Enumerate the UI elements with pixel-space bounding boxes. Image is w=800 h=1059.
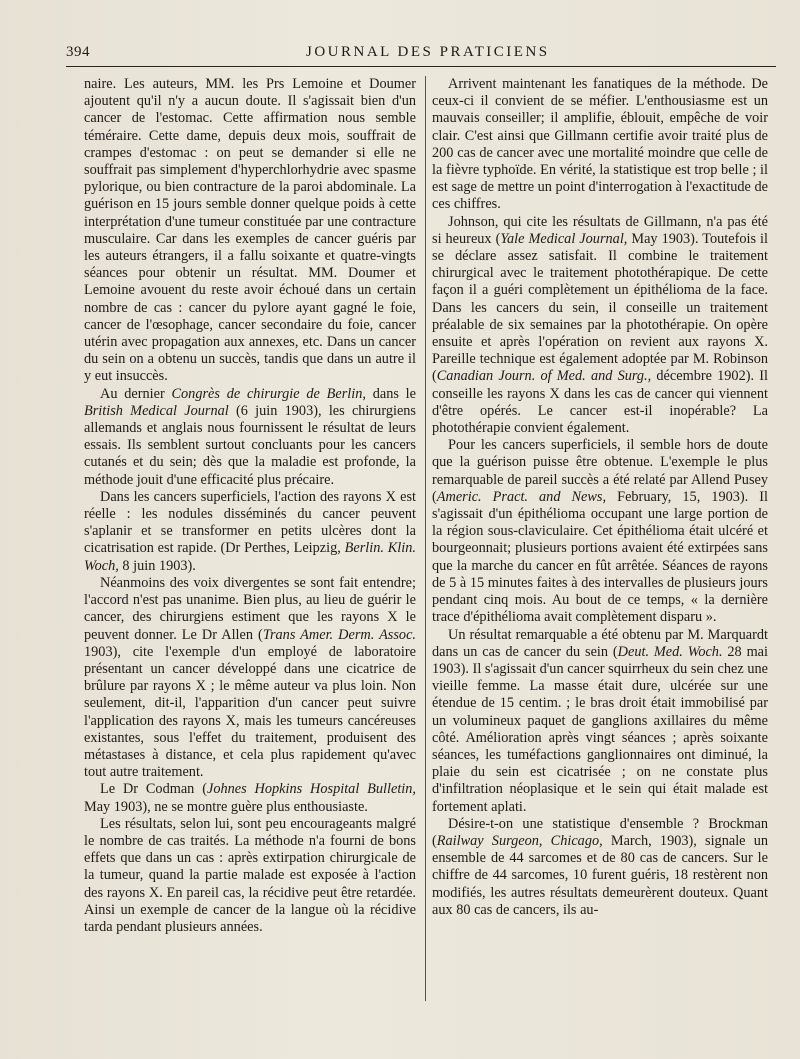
page-number: 394 — [66, 44, 90, 60]
paragraph: Néanmoins des voix divergentes se sont fait entendre; l'accord n'est pas unanime. Bien plus, au lieu de guérir le cancer, des chirurgiens estiment que les rayons X le peuvent donner. Le Dr Allen (Trans Amer. Derm. Assoc. 1903), cite l'exemple d'un employé de laboratoire présentant un cancer développé dans une cicatrice de brûlure par rayons X ; le même auteur va plus loin. Non seulement, dit-il, l'apparition d'un cancer peut suivre l'application des rayons X, mais les tumeurs cancéreuses existantes, sous l'effet du traitement, produisent des métastases à distance, et cela plus rapidement qu'avec tout autre traitement. — [84, 574, 417, 781]
header-rule — [66, 66, 776, 67]
paragraph: Le Dr Codman (Johnes Hopkins Hospital Bulletin, May 1903), ne se montre guère plus enthousiaste. — [84, 781, 416, 815]
paragraph: Les résultats, selon lui, sont peu encourageants malgré le nombre de cas traités. La méthode n'a fourni de bons effets que dans un cas : après extirpation chirurgicale de la tumeur, quand la partie malade est exposée à l'action des rayons X. En pareil cas, la récidive peut être retardée. Ainsi un exemple de cancer de la langue où la récidive tarda pendant plusieurs années. — [84, 815, 416, 935]
paragraph: Un résultat remarquable a été obtenu par M. Marquardt dans un cas de cancer du sein (Deut. Med. Woch. 28 mai 1903). Il s'agissait d'un cancer squirrheux du sein chez une vieille femme. La masse était dure, ulcérée sur une étendue de 15 centim. ; le bras droit était immobilisé par un volumineux paquet de ganglions axillaires du même côté. Amélioration après vingt séances ; après soixante séances, les tuméfactions ganglionnaires ont diminué, la plaie du sein est cicatrisée ; on ne constate plus d'infiltration néoplasique et le sein qui était malade est fortement aplati. — [432, 626, 769, 815]
paragraph: Pour les cancers superficiels, il semble hors de doute que la guérison puisse être obtenue. L'exemple le plus remarquable de pareil succès a été relaté par Allend Pusey (Americ. Pract. and News, February, 15, 1903). Il s'agissait d'un épithélioma occupant une large portion de la région sous-claviculaire. Cet épithélioma était ulcéré et bourgeonnait; plusieurs portions avaient été extirpées sans que la marche du cancer en fût arrêtée. Séances de rayons de 5 à 15 minutes faites à des intervalles de plusieurs jours pendant cinq mois. Au bout de ce temps, « la dernière trace d'épithélioma avait complètement disparu ». — [432, 437, 769, 626]
paragraph: Johnson, qui cite les résultats de Gillmann, n'a pas été si heureux (Yale Medical Journal, May 1903). Toutefois il se déclare assez satisfait. Il combine le traitement chirurgical avec le traitement photothérapique. De cette façon il a guéri complètement un épithélioma de la face. Dans les cancers du sein, il conseille un traitement préalable de six semaines par la photothérapie. On opère ensuite et après l'opération on revient aux rayons X. Pareille technique est également adoptée par M. Robinson (Canadian Journ. of Med. and Surg., décembre 1902). Il conseille les rayons X dans les cas de cancer qui viennent d'être opérés. Le cancer est-il inopérable? La photothérapie convient également. — [432, 213, 768, 437]
left-column — [84, 76, 416, 936]
paragraph: Arrivent maintenant les fanatiques de la méthode. De ceux-ci il convient de se méfier. L'enthousiasme est un mauvais conseiller; il amplifie, éblouit, empêche de voir clair. C'est ainsi que Gillmann certifie avoir traité plus de 200 cas de cancer avec une mortalité moindre que celle de la fièvre typhoïde. En vérité, la statistique est trop belle ; il est sage de mettre un point d'interrogation à l'exactitude de ces chiffres. — [432, 76, 768, 213]
paragraph: Désire-t-on une statistique d'ensemble ? Brockman (Railway Surgeon, Chicago, March, 1903), signale un ensemble de 44 sarcomes et de 80 cas de cancers. Sur le chiffre de 44 sarcomes, 10 furent guéris, 18 restèrent non modifiés, les autres résultats demeurèrent douteux. Quant aux 80 cas de cancers, ils au- — [432, 815, 768, 918]
paragraph: Au dernier Congrès de chirurgie de Berlin, dans le British Medical Journal (6 juin 1903), les chirurgiens allemands et anglais nous fournissent le résultat de leurs essais. Ils semblent surtout concluants pour les cancers cutanés et du sein; dès que la maladie est profonde, la méthode jouit d'une efficacité plus précaire. — [84, 385, 416, 488]
right-column — [432, 76, 768, 919]
column-divider — [425, 76, 426, 1001]
running-head: JOURNAL DES PRATICIENS — [306, 44, 550, 60]
page-header — [66, 38, 766, 68]
paragraph: naire. Les auteurs, MM. les Prs Lemoine et Doumer ajoutent qu'il n'y a aucun doute. Il s'agissait bien d'un cancer de l'estomac. Cette affirmation nous semble téméraire. Cette dame, depuis deux mois, souffrait de crampes d'estomac : on peut se demander si elle ne souffrait pas simplement d'hyperchlorhydrie avec spasme pylorique, ou bien contracture de la paroi abdominale. La guérison en 15 jours semble donner quelque poids à cette interprétation d'une tumeur constituée par une contracture musculaire. Car dans les exemples de cancer guéris par les auteurs étrangers, il a fallu soixante et quatre-vingts séances pour obtenir un résultat. MM. Doumer et Lemoine avouent du reste avoir échoué dans un certain nombre de cas : cancer du pylore ayant gagné le foie, cancer de l'œsophage, cancer secondaire du foie, cancer utérin avec propagation aux annexes, etc. Dans un cancer du sein on a obtenu un succès, tandis que dans un autre il y eut insuccès. — [84, 76, 416, 385]
paragraph: Dans les cancers superficiels, l'action des rayons X est réelle : les nodules disséminés du cancer peuvent s'aplanir et se transformer en petits ulcères dont la cicatrisation est rapide. (Dr Perthes, Leipzig, Berlin. Klin. Woch, 8 juin 1903). — [84, 488, 416, 574]
